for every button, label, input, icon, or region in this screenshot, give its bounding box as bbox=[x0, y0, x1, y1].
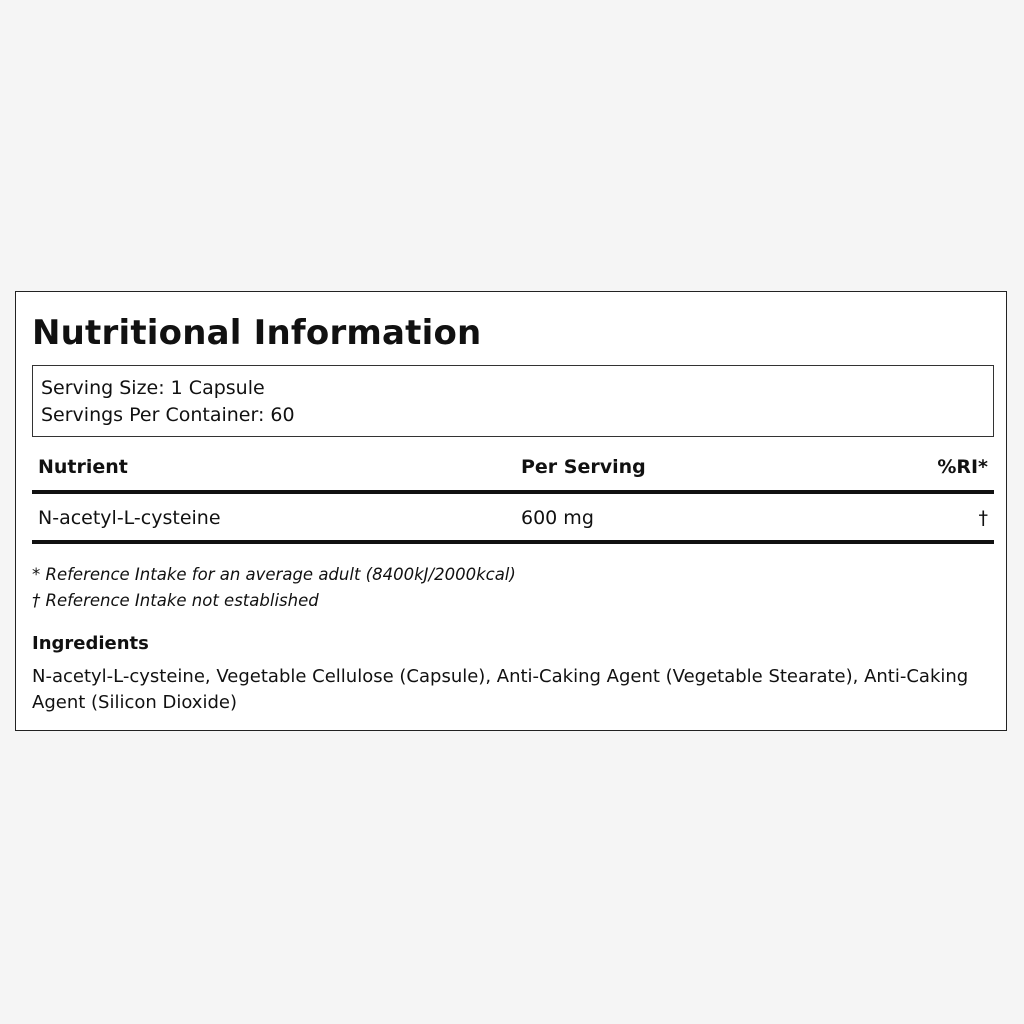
nutrient-table bbox=[32, 452, 994, 544]
header-per-serving: Per Serving bbox=[521, 456, 646, 478]
footnote-reference-intake: * Reference Intake for an average adult (8400kJ/2000kcal) bbox=[32, 565, 516, 584]
table-bottom-divider bbox=[32, 540, 994, 544]
label-title: Nutritional Information bbox=[32, 313, 482, 353]
footnote-not-established: † Reference Intake not established bbox=[32, 591, 319, 610]
header-ri: %RI* bbox=[937, 456, 988, 478]
row-nutrient: N-acetyl-L-cysteine bbox=[38, 507, 221, 529]
table-row bbox=[32, 494, 994, 540]
ingredients-text: N-acetyl-L-cysteine, Vegetable Cellulose (Capsule), Anti-Caking Agent (Vegetable Stearate), Anti-Caking Agent (Silicon Dioxide) bbox=[32, 666, 969, 713]
row-per-serving: 600 mg bbox=[521, 507, 594, 529]
nutrition-label-panel bbox=[15, 291, 1007, 731]
ingredients-heading: Ingredients bbox=[32, 633, 149, 654]
footnotes bbox=[32, 562, 516, 614]
serving-size: Serving Size: 1 Capsule bbox=[41, 377, 265, 399]
table-header-row bbox=[32, 452, 994, 490]
serving-info-box bbox=[32, 365, 994, 437]
row-ri: † bbox=[978, 507, 988, 529]
servings-per-container: Servings Per Container: 60 bbox=[41, 404, 295, 426]
header-nutrient: Nutrient bbox=[38, 456, 128, 478]
